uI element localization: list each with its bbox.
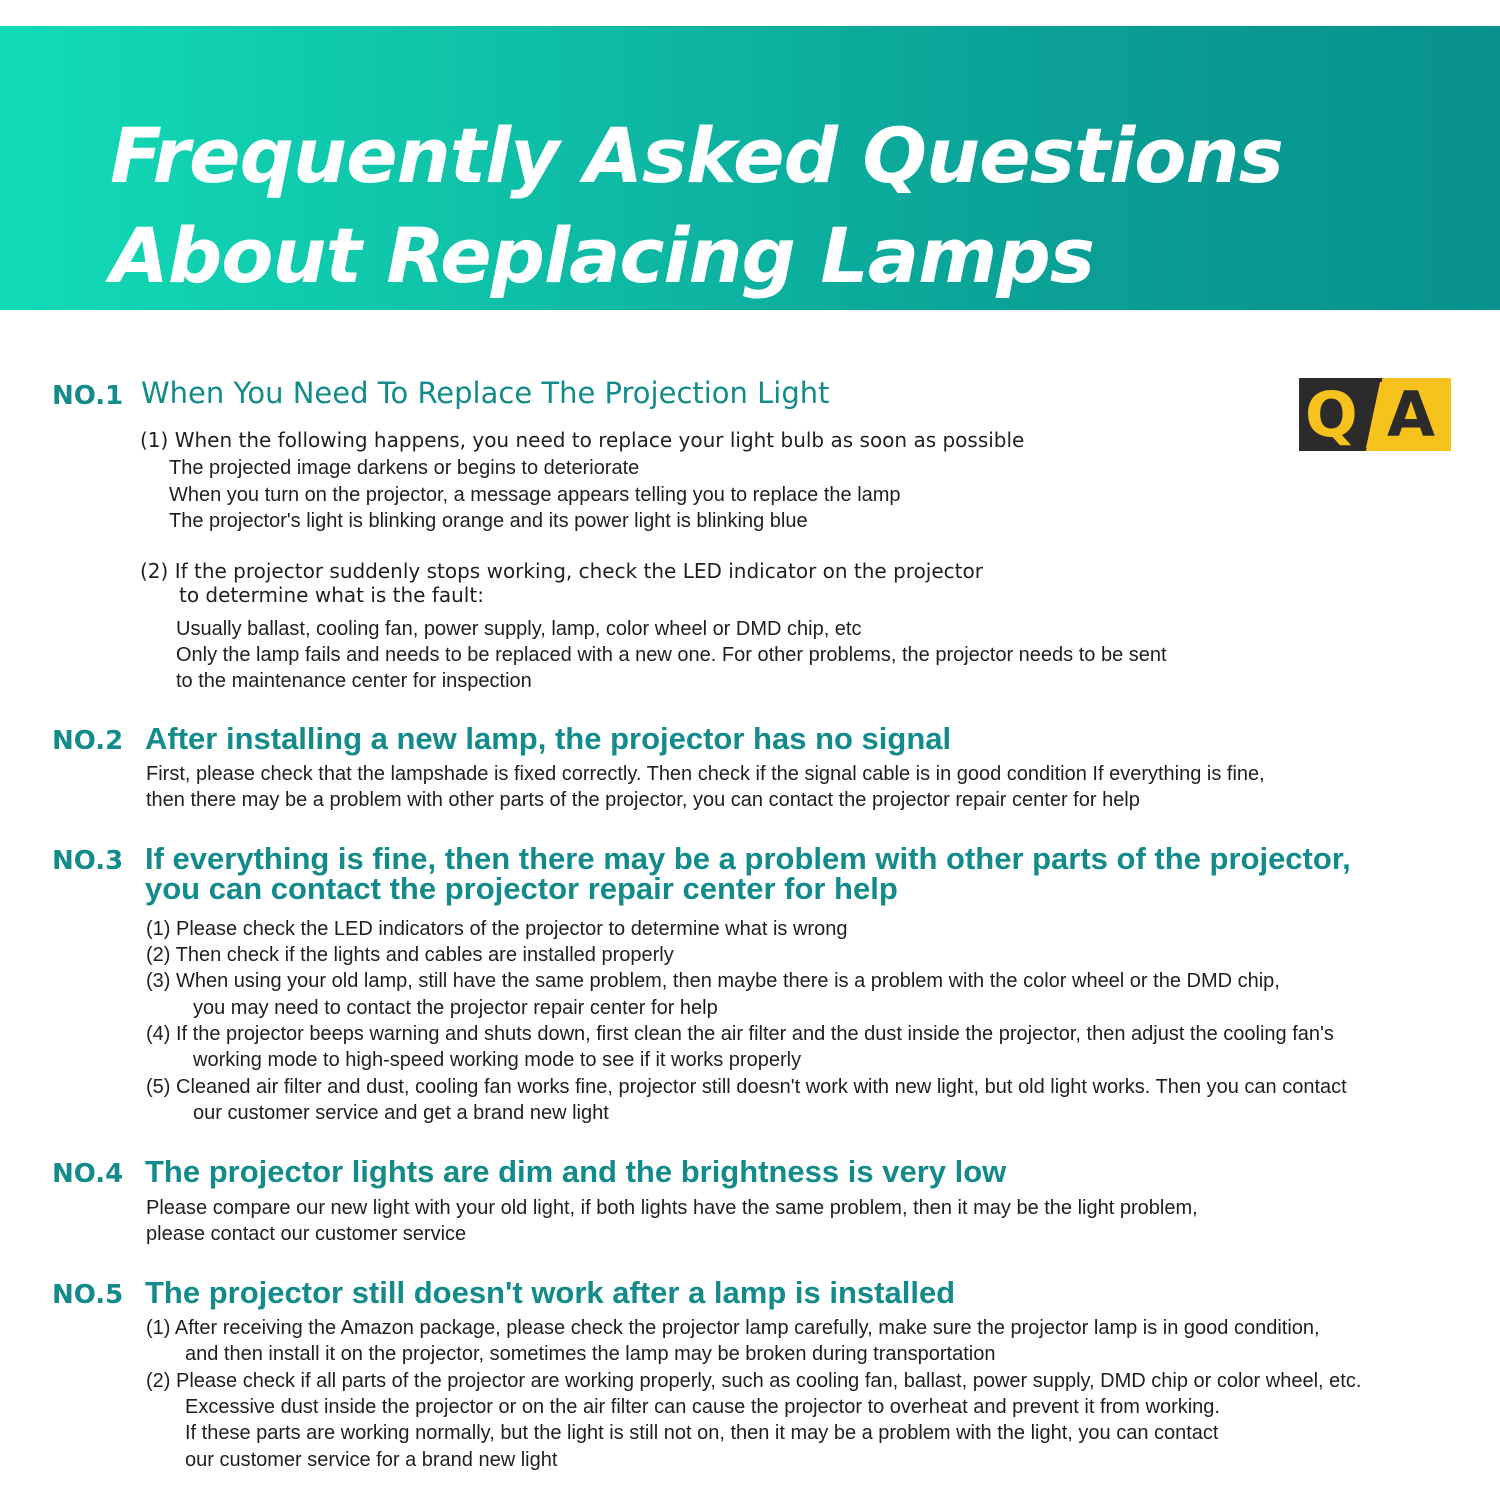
qa-logo <box>1299 378 1451 451</box>
faq-line: Usually ballast, cooling fan, power supply, lamp, color wheel or DMD chip, etc <box>176 618 862 640</box>
faq-title: After installing a new lamp, the projector has no signal <box>145 721 952 756</box>
faq-line: Excessive dust inside the projector or on the air filter can cause the projector to overheat and prevent it from working. <box>185 1396 1220 1418</box>
qa-logo-q: Q <box>1305 378 1358 451</box>
faq-line: you may need to contact the projector repair center for help <box>193 997 718 1019</box>
page-title <box>110 106 1283 306</box>
faq-number: NO.5 <box>52 1280 124 1310</box>
faq-line: The projected image darkens or begins to deteriorate <box>169 457 640 479</box>
faq-line: to the maintenance center for inspection <box>176 670 532 692</box>
faq-number: NO.2 <box>52 726 124 756</box>
faq-line: (2) If the projector suddenly stops working, check the LED indicator on the projector <box>140 559 983 583</box>
faq-line: to determine what is the fault: <box>179 583 484 607</box>
faq-line: If these parts are working normally, but the light is still not on, then it may be a problem with the light, you can contact <box>185 1422 1219 1444</box>
faq-line: Only the lamp fails and needs to be replaced with a new one. For other problems, the projector needs to be sent <box>176 644 1167 666</box>
faq-line: When you turn on the projector, a message appears telling you to replace the lamp <box>169 484 901 506</box>
faq-title: The projector still doesn't work after a lamp is installed <box>145 1275 956 1310</box>
faq-line: (2) Then check if the lights and cables are installed properly <box>146 944 674 966</box>
faq-line: please contact our customer service <box>146 1223 467 1245</box>
page-title-line-2: About Replacing Lamps <box>110 211 1094 300</box>
faq-line: Please compare our new light with your old light, if both lights have the same problem, then it may be the light problem, <box>146 1197 1198 1219</box>
faq-line: and then install it on the projector, sometimes the lamp may be broken during transportation <box>185 1343 996 1365</box>
faq-title-line-2: you can contact the projector repair center for help <box>145 871 898 906</box>
faq-line: (4) If the projector beeps warning and shuts down, first clean the air filter and the dust inside the projector, then adjust the cooling fan's <box>146 1023 1334 1045</box>
faq-title-line-1: If everything is fine, then there may be a problem with other parts of the projector, <box>145 841 1351 876</box>
faq-title: The projector lights are dim and the brightness is very low <box>145 1154 1007 1189</box>
faq-line: working mode to high-speed working mode to see if it works properly <box>193 1049 802 1071</box>
faq-number: NO.4 <box>52 1159 124 1189</box>
faq-line: (2) Please check if all parts of the projector are working properly, such as cooling fan, ballast, power supply, DMD chip or color wheel, etc. <box>146 1370 1362 1392</box>
header-banner <box>0 26 1500 310</box>
qa-logo-a: A <box>1387 378 1435 451</box>
faq-line: First, please check that the lampshade is fixed correctly. Then check if the signal cable is in good condition If everything is fine, <box>146 763 1265 785</box>
faq-line: (1) Please check the LED indicators of the projector to determine what is wrong <box>146 918 848 940</box>
faq-line: The projector's light is blinking orange and its power light is blinking blue <box>169 510 808 532</box>
faq-number: NO.3 <box>52 846 124 876</box>
faq-line: (5) Cleaned air filter and dust, cooling fan works fine, projector still doesn't work with new light, but old light works. Then you can contact <box>146 1076 1347 1098</box>
faq-line: (1) After receiving the Amazon package, please check the projector lamp carefully, make sure the projector lamp is in good condition, <box>146 1317 1320 1339</box>
faq-line: our customer service for a brand new light <box>185 1449 558 1471</box>
faq-line: then there may be a problem with other parts of the projector, you can contact the projector repair center for help <box>146 789 1140 811</box>
faq-line: (3) When using your old lamp, still have the same problem, then maybe there is a problem with the color wheel or the DMD chip, <box>146 970 1280 992</box>
page-title-line-1: Frequently Asked Questions <box>110 111 1283 200</box>
faq-title: When You Need To Replace The Projection Light <box>141 376 830 410</box>
faq-line: (1) When the following happens, you need to replace your light bulb as soon as possible <box>140 428 1025 452</box>
faq-line: our customer service and get a brand new light <box>193 1102 609 1124</box>
faq-number: NO.1 <box>52 381 124 411</box>
